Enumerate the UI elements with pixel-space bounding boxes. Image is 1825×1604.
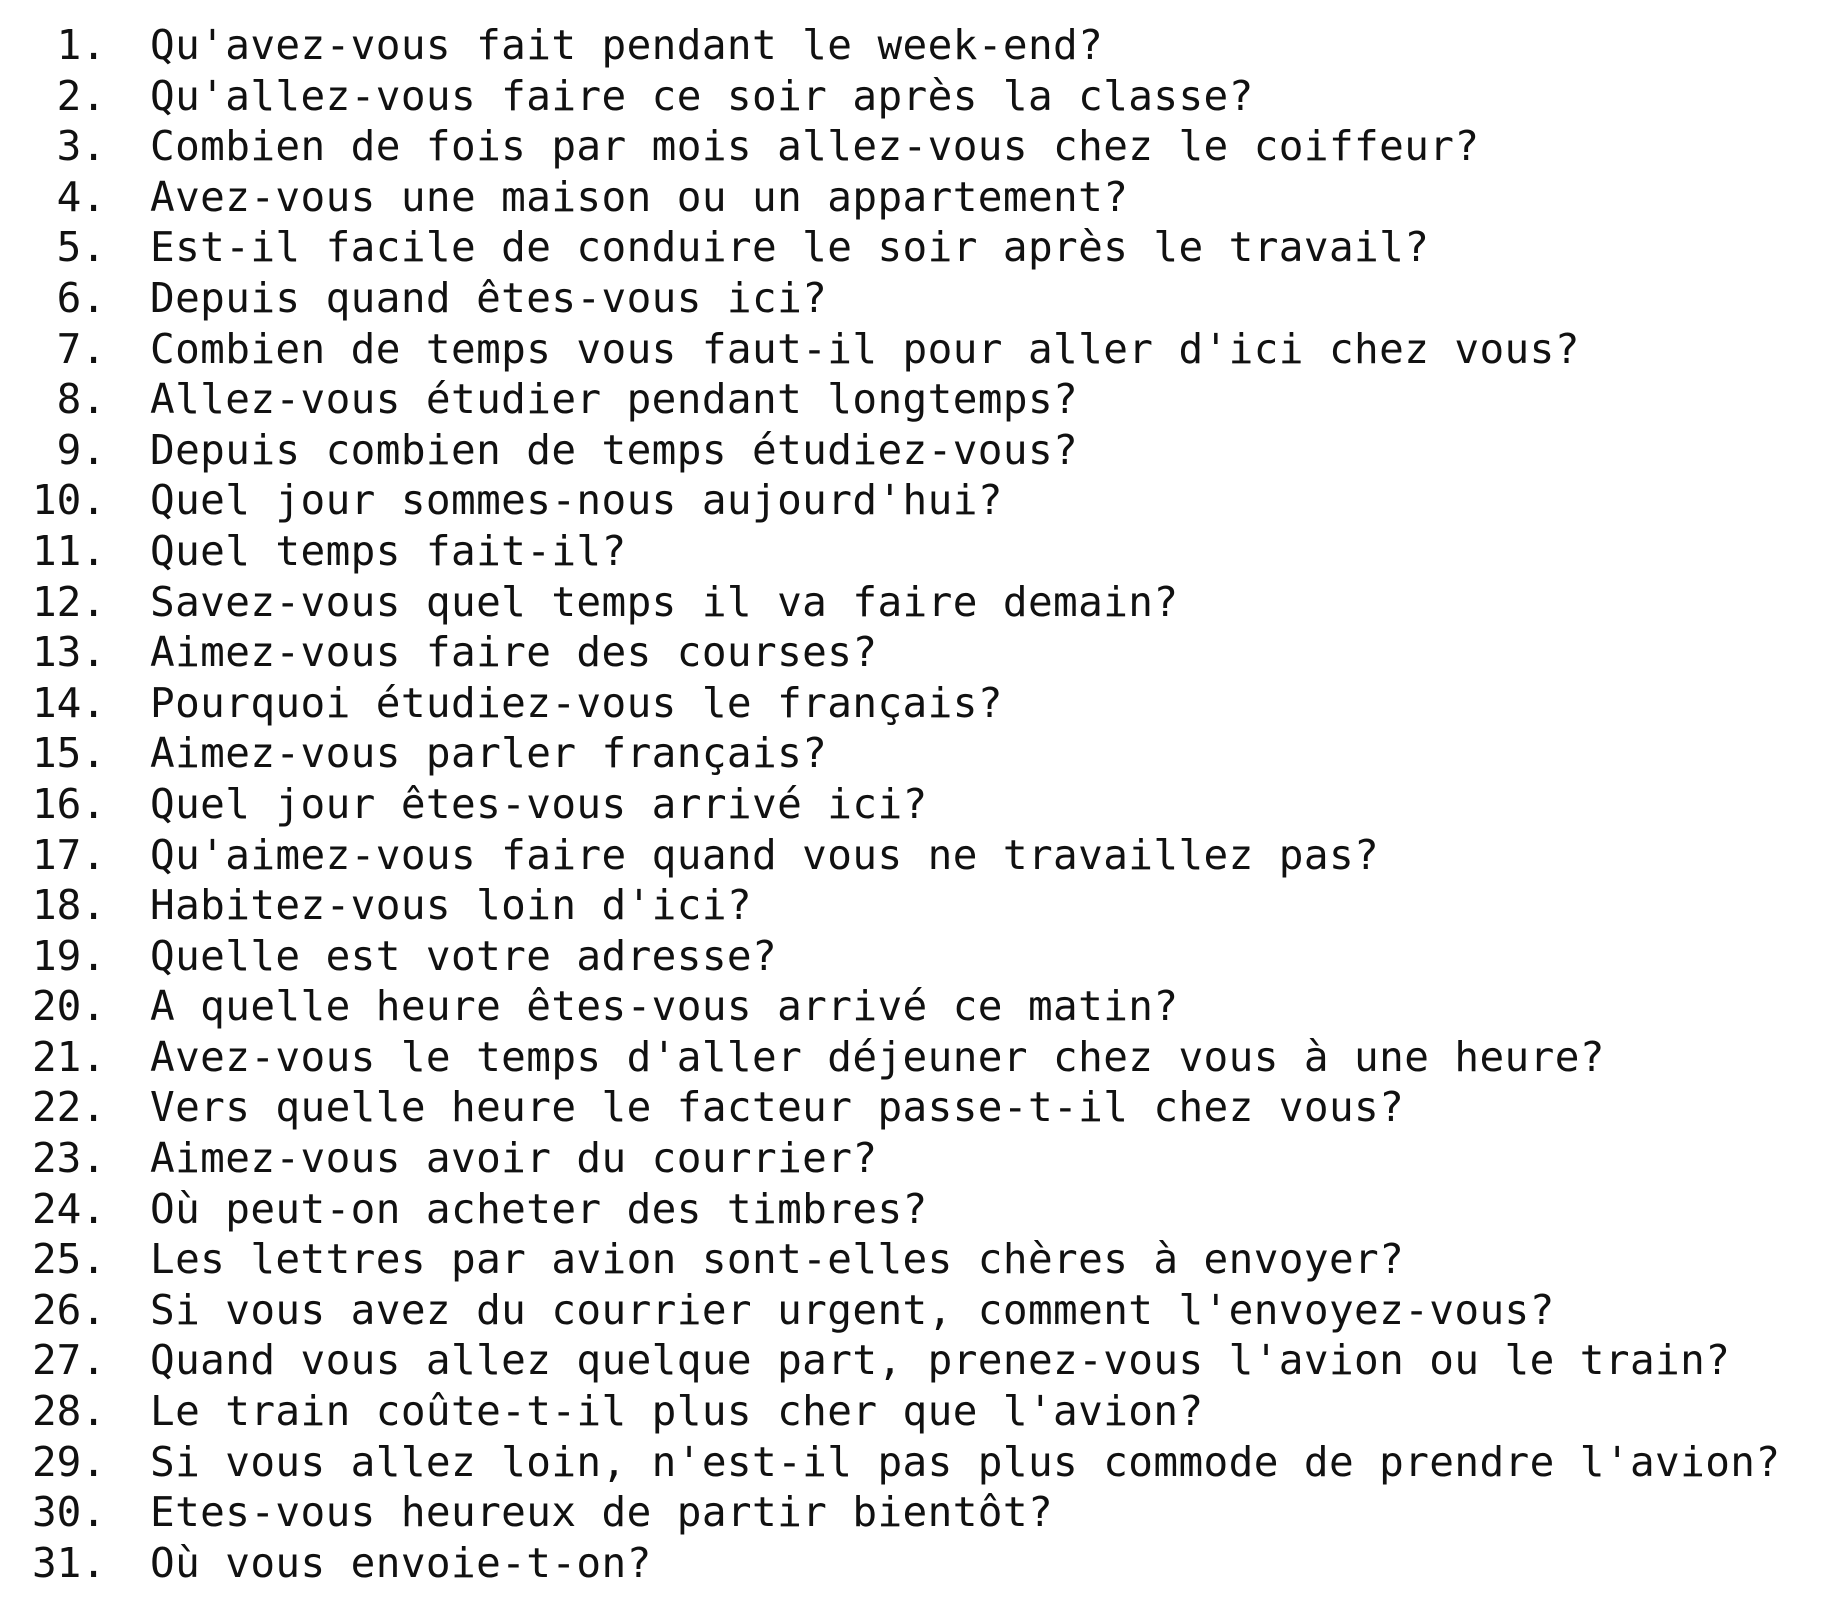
question-text: Vers quelle heure le facteur passe-t-il chez vous? [150,1083,1405,1132]
question-number: 25. [31,1235,106,1284]
question-number: 11. [31,526,106,575]
question-item [18,71,1808,122]
question-number: 2. [56,71,106,120]
question-number: 31. [31,1538,106,1587]
question-text: Quel jour sommes-nous aujourd'hui? [150,476,1003,525]
question-text: Avez-vous le temps d'aller déjeuner chez vous à une heure? [150,1032,1605,1081]
question-item [18,374,1808,425]
question-text: Combien de temps vous faut-il pour aller d'ici chez vous? [150,324,1580,373]
question-number: 23. [31,1134,106,1183]
question-text: Avez-vous une maison ou un appartement? [150,172,1129,221]
question-item [18,1487,1808,1538]
question-number: 1. [56,21,106,69]
question-item [18,425,1808,476]
question-number: 15. [31,729,106,778]
question-text: Qu'allez-vous faire ce soir après la classe? [150,71,1254,120]
question-item [18,1234,1808,1285]
question-number: 18. [31,881,106,930]
question-number: 17. [31,830,106,879]
question-item [18,1285,1808,1336]
question-text: Quelle est votre adresse? [150,931,778,980]
question-item [18,931,1808,982]
question-item [18,324,1808,375]
question-number: 22. [31,1083,106,1132]
question-text: Depuis quand êtes-vous ici? [150,273,828,322]
question-item [18,475,1808,526]
question-item [18,121,1808,172]
question-text: Savez-vous quel temps il va faire demain? [150,577,1179,626]
question-item [18,1133,1808,1184]
question-item [18,1538,1808,1589]
question-item [18,1184,1808,1235]
question-item [18,1082,1808,1133]
question-number: 16. [31,779,106,828]
question-number: 26. [31,1285,106,1334]
question-item [18,1437,1808,1488]
question-item [18,1335,1808,1386]
question-item [18,222,1808,273]
question-text: Où vous envoie-t-on? [150,1538,652,1587]
question-item [18,779,1808,830]
question-text: Où peut-on acheter des timbres? [150,1184,928,1233]
question-text: Si vous avez du courrier urgent, comment l'envoyez-vous? [150,1285,1555,1334]
question-number: 14. [31,678,106,727]
question-number: 5. [56,223,106,272]
question-item [18,172,1808,223]
question-number: 7. [56,324,106,373]
question-number: 27. [31,1336,106,1385]
question-text: Habitez-vous loin d'ici? [150,881,753,930]
question-text: Aimez-vous avoir du courrier? [150,1134,878,1183]
question-text: Qu'avez-vous fait pendant le week-end? [150,21,1104,69]
question-item [18,20,1808,71]
question-item [18,627,1808,678]
question-text: Pourquoi étudiez-vous le français? [150,678,1003,727]
question-number: 9. [56,425,106,474]
question-text: Aimez-vous parler français? [150,729,828,778]
question-text: Si vous allez loin, n'est-il pas plus commode de prendre l'avion? [150,1437,1781,1486]
question-text: Quand vous allez quelque part, prenez-vous l'avion ou le train? [150,1336,1731,1385]
question-item [18,678,1808,729]
question-item [18,1386,1808,1437]
question-text: Quel temps fait-il? [150,526,627,575]
question-text: Allez-vous étudier pendant longtemps? [150,375,1079,424]
question-number: 3. [56,122,106,171]
question-list [18,20,1808,1588]
question-text: Les lettres par avion sont-elles chères à envoyer? [150,1235,1405,1284]
question-item [18,577,1808,628]
question-text: Est-il facile de conduire le soir après le travail? [150,223,1430,272]
question-item [18,880,1808,931]
question-text: Le train coûte-t-il plus cher que l'avion? [150,1387,1204,1436]
question-number: 24. [31,1184,106,1233]
question-number: 6. [56,273,106,322]
question-text: A quelle heure êtes-vous arrivé ce matin? [150,982,1179,1031]
question-item [18,830,1808,881]
question-number: 20. [31,982,106,1031]
question-text: Combien de fois par mois allez-vous chez le coiffeur? [150,122,1480,171]
question-number: 30. [31,1488,106,1537]
question-item [18,273,1808,324]
question-text: Qu'aimez-vous faire quand vous ne travaillez pas? [150,830,1380,879]
question-number: 21. [31,1032,106,1081]
question-number: 13. [31,628,106,677]
question-item [18,981,1808,1032]
question-number: 10. [31,476,106,525]
question-text: Etes-vous heureux de partir bientôt? [150,1488,1054,1537]
question-text: Aimez-vous faire des courses? [150,628,878,677]
question-item [18,728,1808,779]
question-text: Quel jour êtes-vous arrivé ici? [150,779,928,828]
question-number: 28. [31,1387,106,1436]
question-item [18,1032,1808,1083]
question-number: 4. [56,172,106,221]
question-number: 12. [31,577,106,626]
question-item [18,526,1808,577]
question-number: 8. [56,375,106,424]
question-text: Depuis combien de temps étudiez-vous? [150,425,1079,474]
question-number: 19. [31,931,106,980]
question-number: 29. [31,1437,106,1486]
